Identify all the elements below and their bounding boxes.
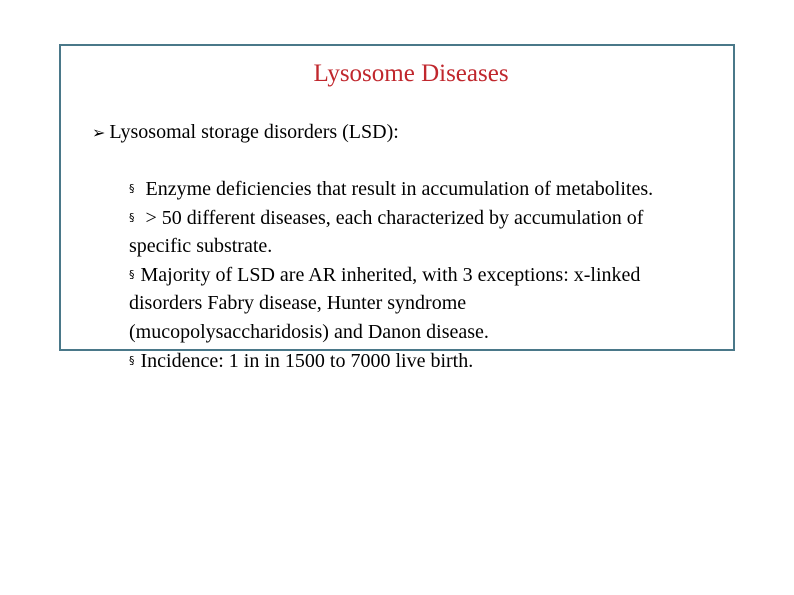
bullet-item [129, 261, 669, 347]
bullet-list [129, 175, 669, 375]
square-bullet-icon: § [129, 182, 135, 195]
square-bullet-icon: § [129, 353, 135, 367]
bullet-text: Incidence: 1 in in 1500 to 7000 live birth. [140, 349, 474, 372]
bullet-item [129, 204, 669, 261]
bullet-text: Majority of LSD are AR inherited, with 3 exceptions: x-linked disorders Fabry disease, Hunter syndrome (mucopolysaccharidosis) and Danon disease. [129, 263, 641, 343]
square-bullet-icon: § [129, 267, 135, 281]
bullet-text: > 50 different diseases, each characterized by accumulation of specific substrate. [129, 206, 644, 258]
section-heading [92, 121, 399, 144]
bullet-text: Enzyme deficiencies that result in accumulation of metabolites. [140, 178, 654, 200]
bullet-item [129, 175, 669, 204]
slide-title: Lysosome Diseases [313, 60, 509, 87]
square-bullet-icon: § [129, 210, 135, 224]
section-heading-text: Lysosomal storage disorders (LSD): [109, 121, 399, 143]
bullet-item [129, 347, 669, 376]
arrow-bullet-icon: ➢ [92, 123, 106, 142]
